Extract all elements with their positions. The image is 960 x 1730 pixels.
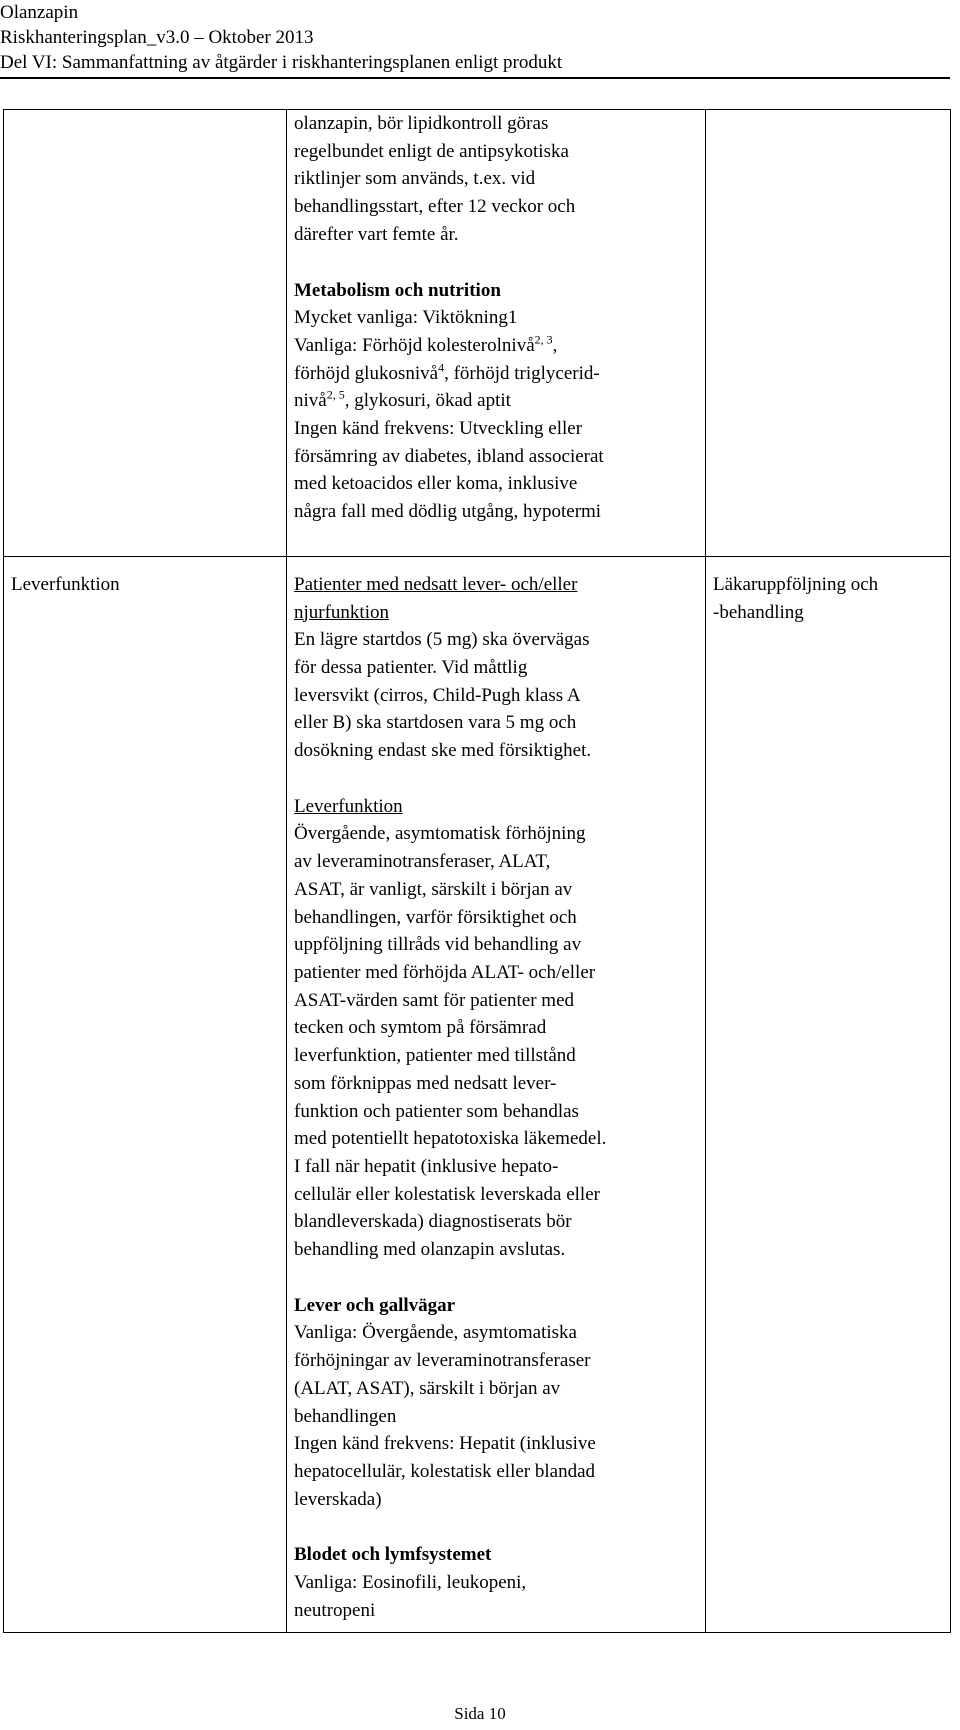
additional-measures-cell [706,110,951,557]
risk-name: Leverfunktion [11,573,120,595]
routine-measures-cell [287,110,706,557]
impaired-function-section: Patienter med nedsatt lever- och/eller njurfunktion En lägre startdos (5 mg) ska övervägas för dessa patienter. Vid måttlig leversvikt (cirros, Child-Pugh klass A eller B) ska startdosen vara 5 mg och dosökning endast ske med försiktighet. [294,571,701,765]
lipid-monitoring-text: olanzapin, bör lipidkontroll göras regelbundet enligt de antipsykotiska riktlinjer som används, t.ex. vid behandlingsstart, efter 12 veckor och därefter vart femte år. [294,113,576,245]
header-product: Olanzapin [0,2,79,23]
section-title: Metabolism och nutrition [294,279,501,301]
page-number: Sida 10 [454,1704,506,1723]
table-row [4,110,951,557]
additional-measures-text: Läkaruppföljning och -behandling [713,573,879,623]
metabolism-section: Metabolism och nutrition Mycket vanliga: Viktökning1 Vanliga: Förhöjd kolesterolnivå$^{2, 3}$, förhöjd glukosnivå$^4$, förhöjd triglycerid- nivå$^{2, 5}$, glykosuri, ökad aptit Ingen känd frekvens: Utveckling eller försämring av diabetes, ibland associerat med ketoacidos eller koma, inklusive några fall med dödlig utgång, hypotermi [294,277,701,526]
section-title: Patienter med nedsatt lever- och/eller [294,573,578,595]
section-title: Leverfunktion [294,795,403,817]
liver-biliary-section: Lever och gallvägar Vanliga: Övergående, asymtomatiska förhöjningar av leveraminotransferaser (ALAT, ASAT), särskilt i början av behandlingen Ingen känd frekvens: Hepatit (inklusive hepatocellulär, kolestatisk eller blandad leverskada) [294,1292,701,1514]
risk-cell [4,556,287,1633]
header-rule [0,77,950,79]
header-section: Del VI: Sammanfattning av åtgärder i riskhanteringsplanen enligt produkt [0,52,563,73]
page-header [0,0,950,75]
additional-measures-cell [706,556,951,1633]
risk-table [3,109,951,1633]
table-row [4,556,951,1633]
section-title: Lever och gallvägar [294,1294,456,1316]
routine-measures-cell [287,556,706,1633]
liver-function-section: Leverfunktion Övergående, asymtomatisk förhöjning av leveraminotransferaser, ALAT, ASAT, är vanligt, särskilt i början av behandlingen, varför försiktighet och uppföljning tillråds vid behandling av patienter med förhöjda ALAT- och/eller ASAT-värden samt för patienter med tecken och symtom på försämrad leverfunktion, patienter med tillstånd som förknippas med nedsatt lever- funktion och patienter som behandlas med potentiellt hepatotoxiska läkemedel. I fall när hepatit (inklusive hepato- cellulär eller kolestatisk leverskada eller blandleverskada) diagnostiserats bör behandling med olanzapin avslutas. [294,793,701,1264]
header-plan-version: Riskhanteringsplan_v3.0 – Oktober 2013 [0,27,314,48]
blood-lymph-section: Blodet och lymfsystemet Vanliga: Eosinofili, leukopeni, neutropeni [294,1541,701,1624]
section-title: Blodet och lymfsystemet [294,1544,492,1566]
risk-cell [4,110,287,557]
